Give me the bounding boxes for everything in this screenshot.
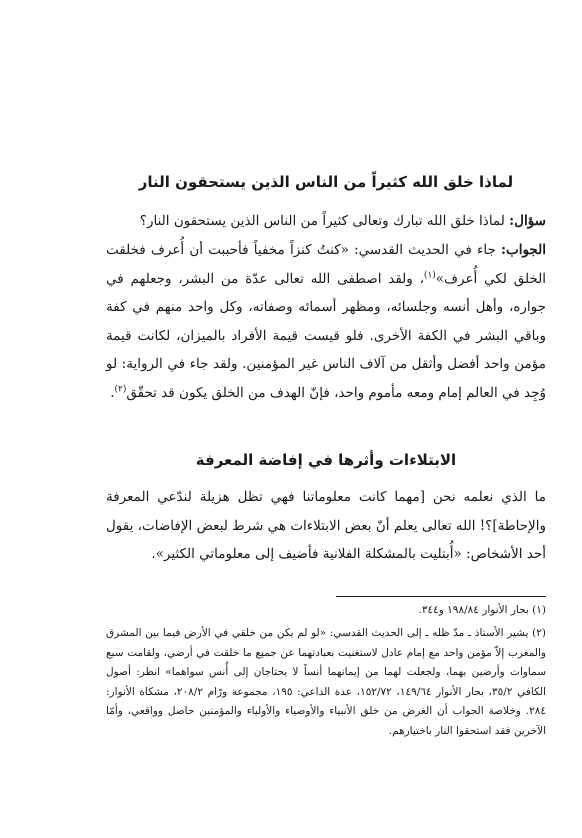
question-paragraph [106, 207, 546, 236]
trials-paragraph: ما الذي نعلمه نحن [مهما كانت معلوماتنا فهي تظل هزيلة لندّعي المعرفة والإحاطة]؟! الله تعالى يعلم أنّ بعض الابتلاءات هي شرط لبعض الإفاضات، يقول أحد الأشخاص: «أُبتليت بالمشكلة الفلانية فأضيف إلى معلوماتي الكثير». [105, 489, 546, 563]
answer-label: الجواب: [501, 242, 547, 258]
answer-text-part-2: ، ولقد اصطفى الله تعالى عدّة من البشر، وجعلهم في جواره، وأهل أنسه وجلسائه، ومظهر أسمائه وصفاته، وكل واحد منهم في كفة وباقي البشر في الكفة الأخرى. فلو قيست قيمة الأفراد بالميزان، لكانت قيمة مؤمن واحد أفضل وأثقل من آلاف الناس غير المؤمنين. ولقد جاء في الرواية: لو وُجِد في العالم إمام ومعه مأموم واحد، فإنّ الهدف من الخلق يكون قد تحقّق [106, 270, 546, 401]
answer-text-part-1: جاء في الحديث القدسي: «كنتُ كنزاً مخفياً فأحببت أن أُعرف فخلقت الخلق لكي أُعرف» [106, 242, 547, 287]
answer-end-mark: . [110, 384, 115, 401]
footnote-separator [336, 596, 546, 597]
section-title-why-creation: لماذا خلق الله كثيراً من الناس الذين يستحقون النار [138, 173, 514, 191]
footnote-ref-1[interactable]: (١) [423, 270, 436, 281]
section-title-trials: الابتلاءات وأثرها في إفاضة المعرفة [195, 451, 457, 469]
question-label: سؤال: [509, 213, 546, 229]
footnote-1: (١) بحار الأنوار ١٩٨/٨٤ و٣٤٤. [418, 604, 546, 616]
answer-paragraph [106, 236, 546, 408]
footnote-2: (٢) يشير الأستاذ ـ مدّ ظله ـ إلى الحديث القدسي: «لو لم يكن من خلقي في الأرض فيما بين المشرق والمغرب إلاّ مؤمن واحد مع إمام عادل لاستغنيت بعبادتهما عن جميع ما خلقت في أرضي، ولقامت سبع سماوات وأرضين بهما، ولجعلت لهما من إيمانهما أنساً لا يحتاجان إلى أُنس سواهما» انظر: أصول الكافي ٣٥/٢، بحار الأنوار ١٤٩/٦٤، ١٥٢/٧٢، عدة الداعي: ١٩٥، مجموعة ورّام ٢٠٨/٢، مشكاة الأنوار: ٢٨٤. وخلاصة الجواب أن الغرض من خلق الأنبياء والأوصياء والأولياء والمؤمنين حاصل وواقعي، وأمّا الآخرين فقد استحقوا النار باختيارهم. [106, 627, 547, 737]
question-text: لماذا خلق الله تبارك وتعالى كثيراً من الناس الذين يستحقون النار؟ [139, 213, 505, 229]
footnote-ref-2[interactable]: (٢) [114, 384, 127, 395]
